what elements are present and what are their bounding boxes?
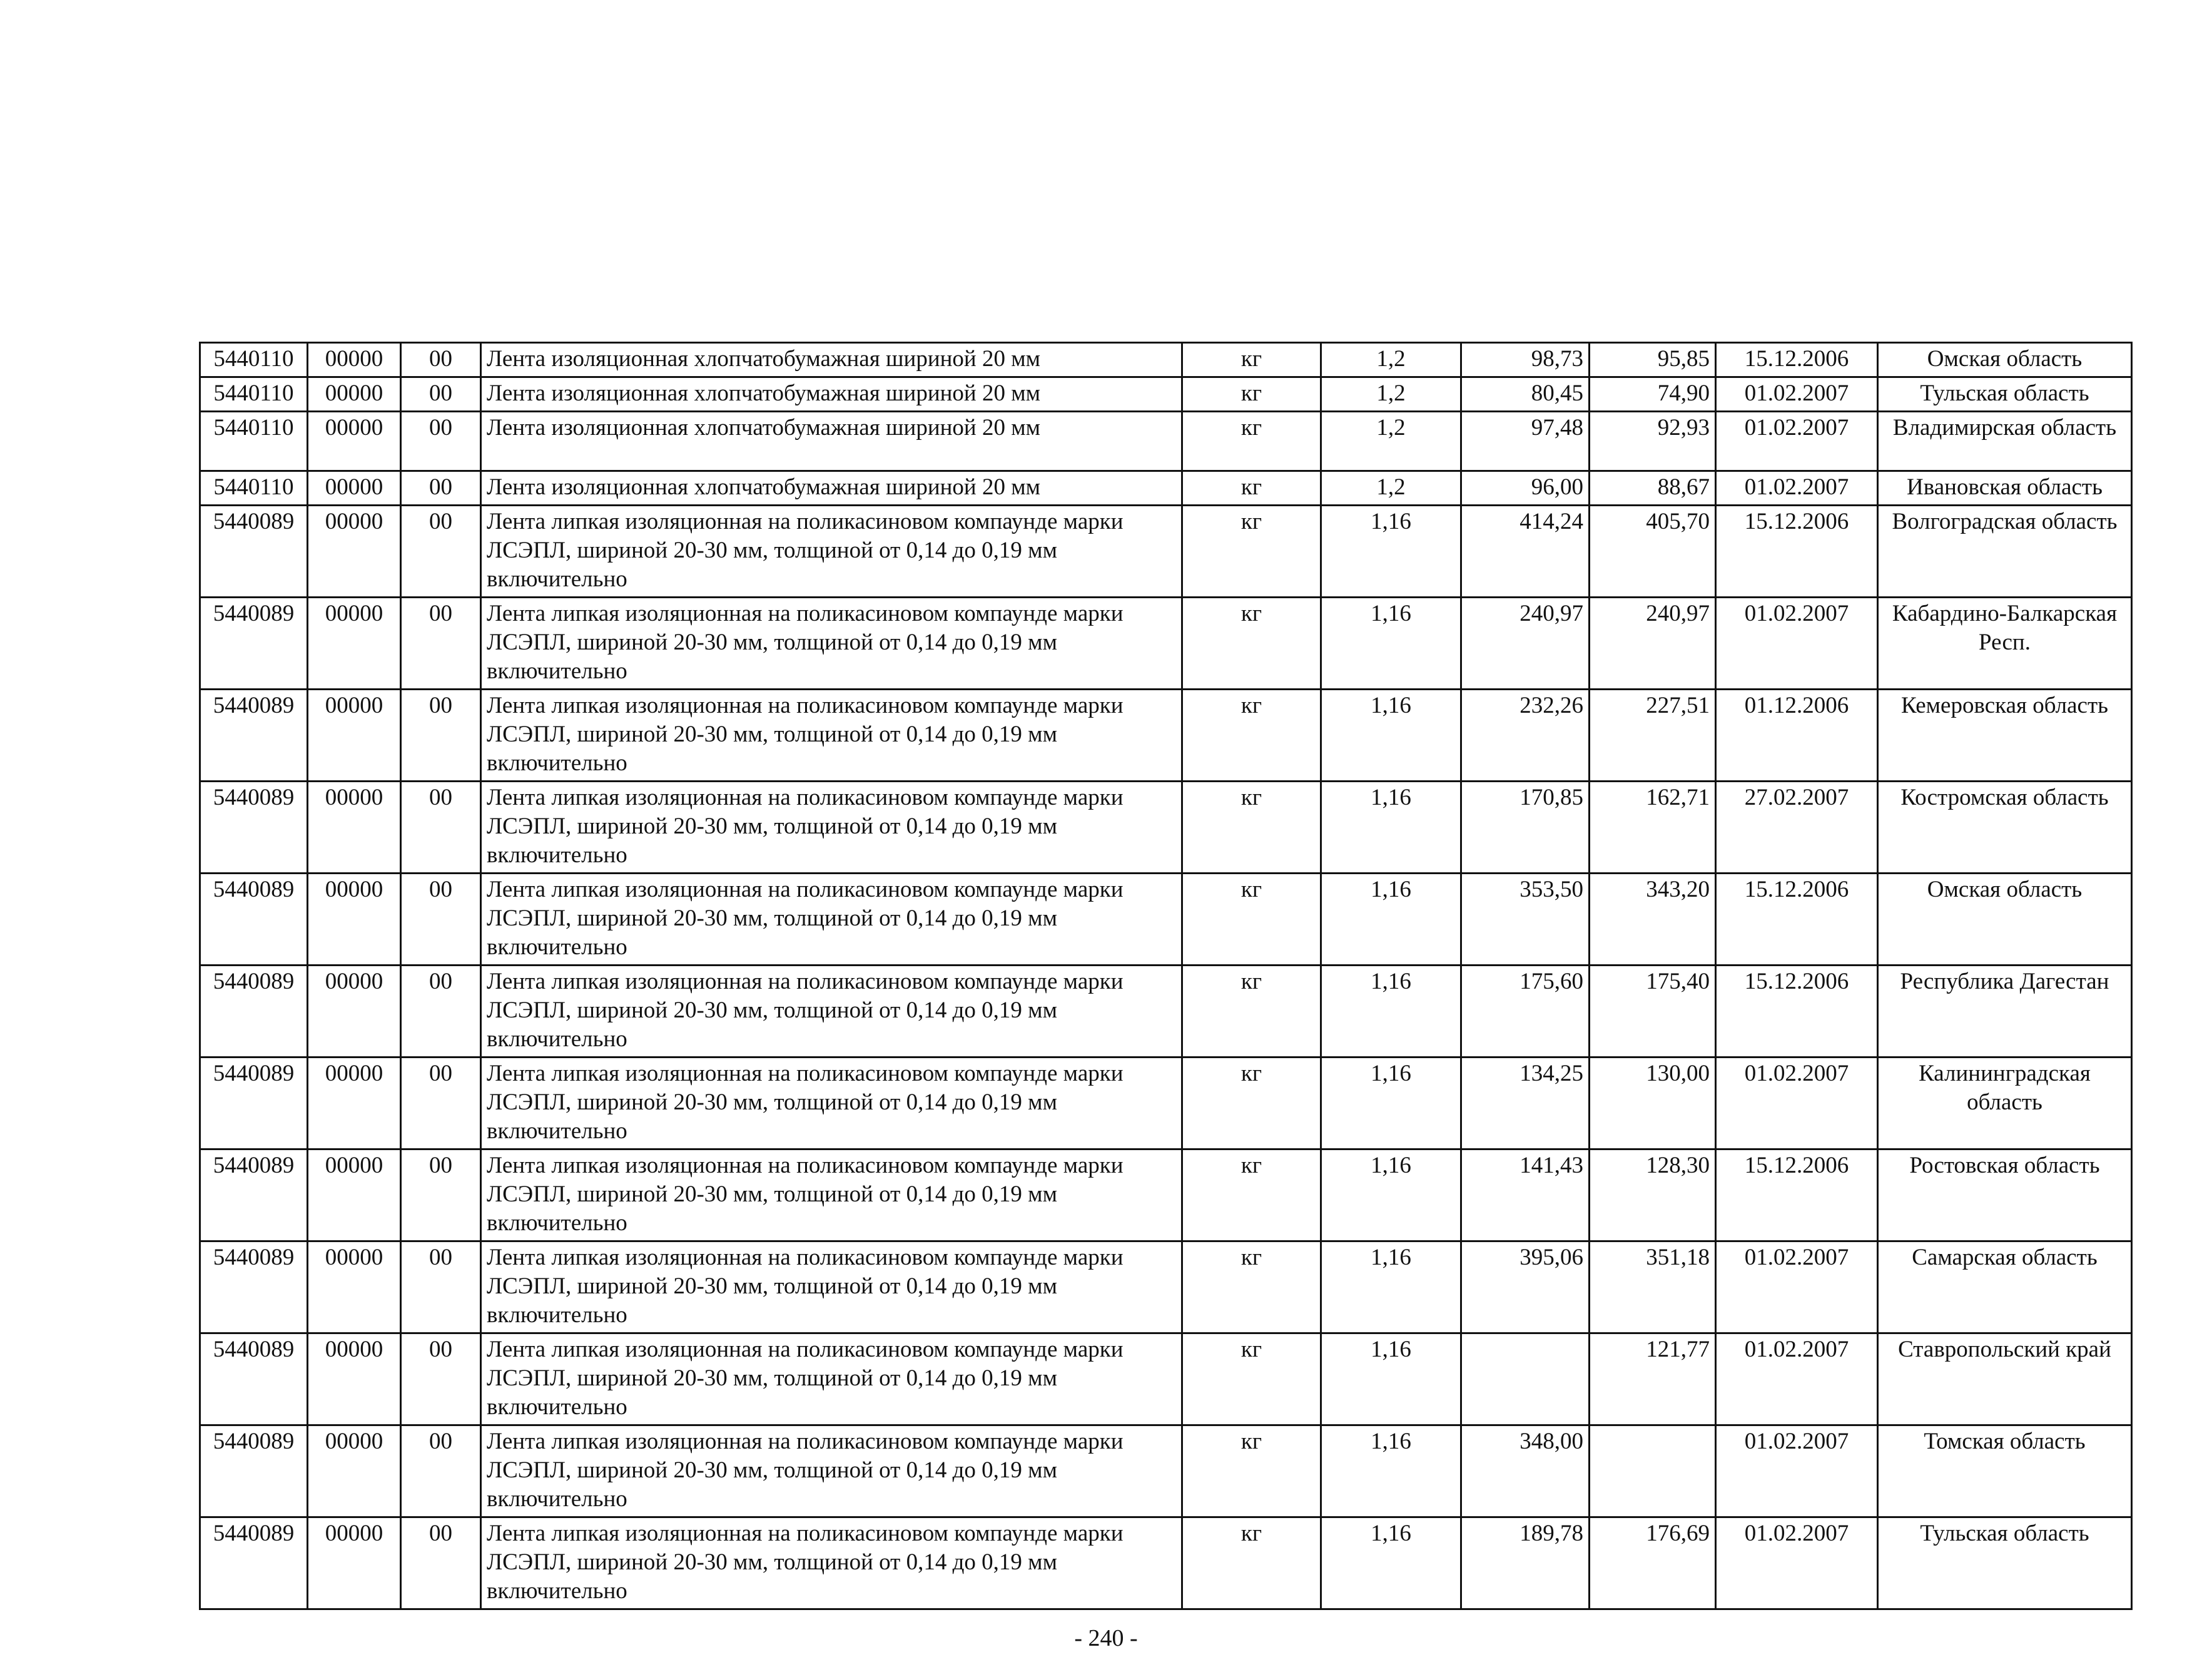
table-row [200, 874, 2132, 966]
table-row [200, 377, 2132, 412]
item-name-cell: Лента липкая изоляционная на поликасиновом компаунде марки ЛСЭПЛ, шириной 20-30 мм, толщиной от 0,14 до 0,19 мм включительно [481, 1149, 1182, 1241]
unit-cell: кг [1182, 343, 1321, 377]
extra-code-cell: 00 [401, 1149, 481, 1241]
unit-cell: кг [1182, 412, 1321, 471]
subcode-cell: 00000 [308, 966, 401, 1058]
date-cell: 01.02.2007 [1716, 1241, 1878, 1333]
unit-cell: кг [1182, 1425, 1321, 1517]
date-cell: 01.12.2006 [1716, 690, 1878, 782]
table-row [200, 782, 2132, 874]
quantity-cell: 1,16 [1321, 1149, 1461, 1241]
date-cell: 01.02.2007 [1716, 412, 1878, 471]
date-cell: 01.02.2007 [1716, 598, 1878, 690]
price-1-cell: 175,60 [1461, 966, 1590, 1058]
table-row [200, 506, 2132, 598]
item-name-cell: Лента изоляционная хлопчатобумажная шириной 20 мм [481, 377, 1182, 412]
region-cell: Тульская область [1878, 1517, 2132, 1609]
item-name-cell: Лента липкая изоляционная на поликасиновом компаунде марки ЛСЭПЛ, шириной 20-30 мм, толщиной от 0,14 до 0,19 мм включительно [481, 1517, 1182, 1609]
quantity-cell: 1,16 [1321, 1333, 1461, 1425]
price-2-cell: 175,40 [1590, 966, 1716, 1058]
item-name-cell: Лента липкая изоляционная на поликасиновом компаунде марки ЛСЭПЛ, шириной 20-30 мм, толщиной от 0,14 до 0,19 мм включительно [481, 690, 1182, 782]
price-1-cell: 353,50 [1461, 874, 1590, 966]
subcode-cell: 00000 [308, 782, 401, 874]
subcode-cell: 00000 [308, 1333, 401, 1425]
price-2-cell: 162,71 [1590, 782, 1716, 874]
subcode-cell: 00000 [308, 1517, 401, 1609]
item-code-cell: 5440110 [200, 471, 308, 506]
unit-cell: кг [1182, 506, 1321, 598]
subcode-cell: 00000 [308, 598, 401, 690]
table-row [200, 1333, 2132, 1425]
price-1-cell: 240,97 [1461, 598, 1590, 690]
date-cell: 15.12.2006 [1716, 343, 1878, 377]
extra-code-cell: 00 [401, 343, 481, 377]
subcode-cell: 00000 [308, 343, 401, 377]
price-1-cell: 189,78 [1461, 1517, 1590, 1609]
region-cell: Кемеровская область [1878, 690, 2132, 782]
price-2-cell: 351,18 [1590, 1241, 1716, 1333]
date-cell: 01.02.2007 [1716, 471, 1878, 506]
subcode-cell: 00000 [308, 471, 401, 506]
extra-code-cell: 00 [401, 471, 481, 506]
item-code-cell: 5440089 [200, 1425, 308, 1517]
extra-code-cell: 00 [401, 412, 481, 471]
table-row [200, 1058, 2132, 1149]
region-cell: Тульская область [1878, 377, 2132, 412]
extra-code-cell: 00 [401, 598, 481, 690]
quantity-cell: 1,16 [1321, 506, 1461, 598]
item-code-cell: 5440089 [200, 874, 308, 966]
unit-cell: кг [1182, 782, 1321, 874]
quantity-cell: 1,16 [1321, 690, 1461, 782]
subcode-cell: 00000 [308, 412, 401, 471]
price-1-cell [1461, 1333, 1590, 1425]
price-1-cell: 98,73 [1461, 343, 1590, 377]
item-code-cell: 5440110 [200, 377, 308, 412]
price-1-cell: 134,25 [1461, 1058, 1590, 1149]
table-row [200, 1517, 2132, 1609]
price-2-cell: 130,00 [1590, 1058, 1716, 1149]
item-code-cell: 5440089 [200, 1333, 308, 1425]
item-code-cell: 5440089 [200, 506, 308, 598]
quantity-cell: 1,16 [1321, 1058, 1461, 1149]
table-row [200, 1241, 2132, 1333]
item-name-cell: Лента липкая изоляционная на поликасиновом компаунде марки ЛСЭПЛ, шириной 20-30 мм, толщиной от 0,14 до 0,19 мм включительно [481, 598, 1182, 690]
region-cell: Калининградская область [1878, 1058, 2132, 1149]
price-2-cell: 88,67 [1590, 471, 1716, 506]
date-cell: 01.02.2007 [1716, 1058, 1878, 1149]
extra-code-cell: 00 [401, 1058, 481, 1149]
item-code-cell: 5440089 [200, 1517, 308, 1609]
price-2-cell: 128,30 [1590, 1149, 1716, 1241]
region-cell: Омская область [1878, 343, 2132, 377]
price-1-cell: 170,85 [1461, 782, 1590, 874]
region-cell: Ивановская область [1878, 471, 2132, 506]
quantity-cell: 1,2 [1321, 343, 1461, 377]
price-table [199, 342, 2133, 1610]
price-2-cell: 176,69 [1590, 1517, 1716, 1609]
region-cell: Томская область [1878, 1425, 2132, 1517]
price-2-cell: 121,77 [1590, 1333, 1716, 1425]
subcode-cell: 00000 [308, 874, 401, 966]
item-name-cell: Лента липкая изоляционная на поликасиновом компаунде марки ЛСЭПЛ, шириной 20-30 мм, толщиной от 0,14 до 0,19 мм включительно [481, 782, 1182, 874]
quantity-cell: 1,16 [1321, 598, 1461, 690]
price-1-cell: 96,00 [1461, 471, 1590, 506]
extra-code-cell: 00 [401, 1425, 481, 1517]
item-name-cell: Лента изоляционная хлопчатобумажная шириной 20 мм [481, 412, 1182, 471]
region-cell: Республика Дагестан [1878, 966, 2132, 1058]
item-code-cell: 5440110 [200, 412, 308, 471]
date-cell: 15.12.2006 [1716, 966, 1878, 1058]
date-cell: 01.02.2007 [1716, 1425, 1878, 1517]
unit-cell: кг [1182, 1149, 1321, 1241]
price-2-cell: 343,20 [1590, 874, 1716, 966]
extra-code-cell: 00 [401, 1333, 481, 1425]
item-code-cell: 5440089 [200, 598, 308, 690]
table-row [200, 690, 2132, 782]
unit-cell: кг [1182, 966, 1321, 1058]
quantity-cell: 1,2 [1321, 471, 1461, 506]
price-2-cell: 74,90 [1590, 377, 1716, 412]
date-cell: 01.02.2007 [1716, 1333, 1878, 1425]
region-cell: Омская область [1878, 874, 2132, 966]
region-cell: Ростовская область [1878, 1149, 2132, 1241]
table-row [200, 1425, 2132, 1517]
item-name-cell: Лента изоляционная хлопчатобумажная шириной 20 мм [481, 343, 1182, 377]
item-name-cell: Лента липкая изоляционная на поликасиновом компаунде марки ЛСЭПЛ, шириной 20-30 мм, толщиной от 0,14 до 0,19 мм включительно [481, 1425, 1182, 1517]
item-code-cell: 5440089 [200, 1149, 308, 1241]
date-cell: 01.02.2007 [1716, 1517, 1878, 1609]
date-cell: 27.02.2007 [1716, 782, 1878, 874]
extra-code-cell: 00 [401, 506, 481, 598]
unit-cell: кг [1182, 377, 1321, 412]
price-2-cell: 240,97 [1590, 598, 1716, 690]
table-row [200, 471, 2132, 506]
price-2-cell [1590, 1425, 1716, 1517]
extra-code-cell: 00 [401, 377, 481, 412]
date-cell: 15.12.2006 [1716, 1149, 1878, 1241]
item-code-cell: 5440089 [200, 1241, 308, 1333]
item-name-cell: Лента липкая изоляционная на поликасиновом компаунде марки ЛСЭПЛ, шириной 20-30 мм, толщиной от 0,14 до 0,19 мм включительно [481, 1058, 1182, 1149]
item-name-cell: Лента липкая изоляционная на поликасиновом компаунде марки ЛСЭПЛ, шириной 20-30 мм, толщиной от 0,14 до 0,19 мм включительно [481, 874, 1182, 966]
item-code-cell: 5440089 [200, 782, 308, 874]
unit-cell: кг [1182, 874, 1321, 966]
price-1-cell: 395,06 [1461, 1241, 1590, 1333]
date-cell: 15.12.2006 [1716, 506, 1878, 598]
region-cell: Костромская область [1878, 782, 2132, 874]
item-name-cell: Лента липкая изоляционная на поликасиновом компаунде марки ЛСЭПЛ, шириной 20-30 мм, толщиной от 0,14 до 0,19 мм включительно [481, 966, 1182, 1058]
item-code-cell: 5440089 [200, 966, 308, 1058]
quantity-cell: 1,16 [1321, 874, 1461, 966]
unit-cell: кг [1182, 1058, 1321, 1149]
item-name-cell: Лента липкая изоляционная на поликасиновом компаунде марки ЛСЭПЛ, шириной 20-30 мм, толщиной от 0,14 до 0,19 мм включительно [481, 506, 1182, 598]
region-cell: Волгоградская область [1878, 506, 2132, 598]
item-code-cell: 5440089 [200, 1058, 308, 1149]
item-name-cell: Лента липкая изоляционная на поликасиновом компаунде марки ЛСЭПЛ, шириной 20-30 мм, толщиной от 0,14 до 0,19 мм включительно [481, 1333, 1182, 1425]
subcode-cell: 00000 [308, 1425, 401, 1517]
page-number: - 240 - [1074, 1625, 1138, 1651]
quantity-cell: 1,16 [1321, 1517, 1461, 1609]
price-2-cell: 227,51 [1590, 690, 1716, 782]
unit-cell: кг [1182, 471, 1321, 506]
price-1-cell: 414,24 [1461, 506, 1590, 598]
region-cell: Кабардино-Балкарская Респ. [1878, 598, 2132, 690]
price-1-cell: 232,26 [1461, 690, 1590, 782]
unit-cell: кг [1182, 690, 1321, 782]
unit-cell: кг [1182, 1241, 1321, 1333]
subcode-cell: 00000 [308, 506, 401, 598]
item-code-cell: 5440110 [200, 343, 308, 377]
item-code-cell: 5440089 [200, 690, 308, 782]
table-row [200, 412, 2132, 471]
item-name-cell: Лента изоляционная хлопчатобумажная шириной 20 мм [481, 471, 1182, 506]
region-cell: Ставропольский край [1878, 1333, 2132, 1425]
extra-code-cell: 00 [401, 1241, 481, 1333]
unit-cell: кг [1182, 598, 1321, 690]
quantity-cell: 1,16 [1321, 1425, 1461, 1517]
price-1-cell: 348,00 [1461, 1425, 1590, 1517]
quantity-cell: 1,16 [1321, 966, 1461, 1058]
region-cell: Самарская область [1878, 1241, 2132, 1333]
extra-code-cell: 00 [401, 966, 481, 1058]
unit-cell: кг [1182, 1517, 1321, 1609]
item-name-cell: Лента липкая изоляционная на поликасиновом компаунде марки ЛСЭПЛ, шириной 20-30 мм, толщиной от 0,14 до 0,19 мм включительно [481, 1241, 1182, 1333]
price-2-cell: 405,70 [1590, 506, 1716, 598]
extra-code-cell: 00 [401, 874, 481, 966]
extra-code-cell: 00 [401, 690, 481, 782]
unit-cell: кг [1182, 1333, 1321, 1425]
subcode-cell: 00000 [308, 1149, 401, 1241]
region-cell: Владимирская область [1878, 412, 2132, 471]
subcode-cell: 00000 [308, 377, 401, 412]
table-row [200, 598, 2132, 690]
extra-code-cell: 00 [401, 1517, 481, 1609]
quantity-cell: 1,2 [1321, 377, 1461, 412]
extra-code-cell: 00 [401, 782, 481, 874]
date-cell: 01.02.2007 [1716, 377, 1878, 412]
quantity-cell: 1,16 [1321, 782, 1461, 874]
subcode-cell: 00000 [308, 1241, 401, 1333]
table-row [200, 343, 2132, 377]
subcode-cell: 00000 [308, 690, 401, 782]
subcode-cell: 00000 [308, 1058, 401, 1149]
price-2-cell: 92,93 [1590, 412, 1716, 471]
date-cell: 15.12.2006 [1716, 874, 1878, 966]
table-row [200, 966, 2132, 1058]
quantity-cell: 1,2 [1321, 412, 1461, 471]
price-1-cell: 97,48 [1461, 412, 1590, 471]
price-1-cell: 141,43 [1461, 1149, 1590, 1241]
price-1-cell: 80,45 [1461, 377, 1590, 412]
quantity-cell: 1,16 [1321, 1241, 1461, 1333]
price-2-cell: 95,85 [1590, 343, 1716, 377]
table-body [200, 343, 2132, 1609]
table-row [200, 1149, 2132, 1241]
